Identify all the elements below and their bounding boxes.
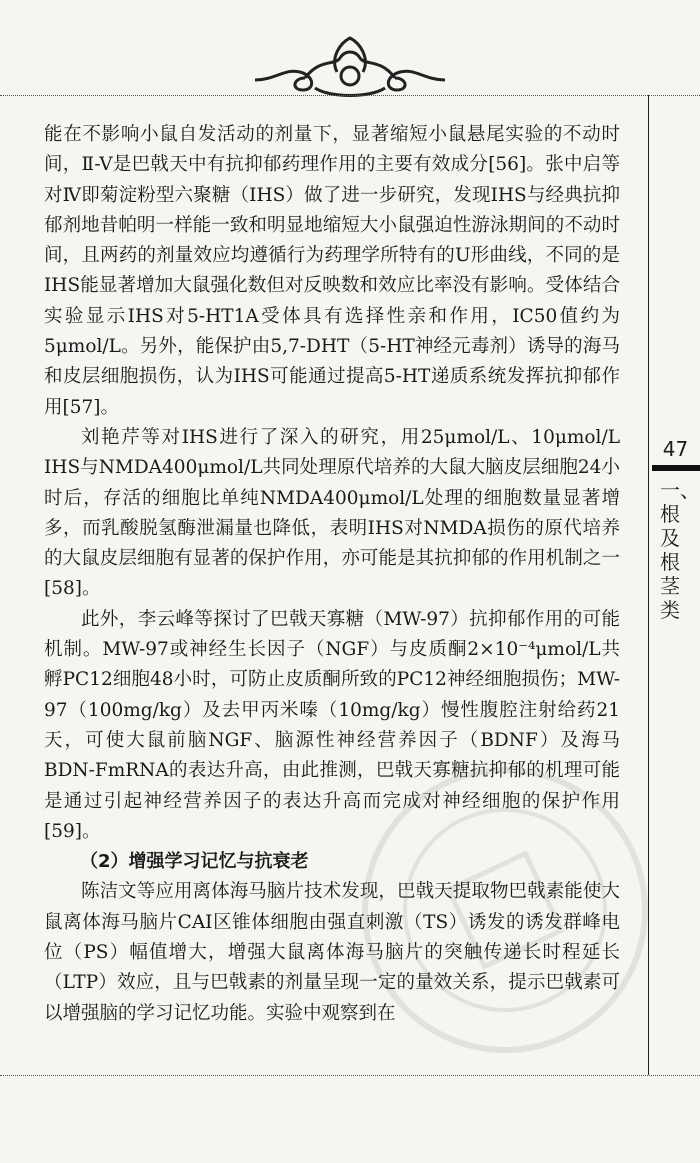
- paragraph-3: 此外，李云峰等探讨了巴戟天寡糖（MW-97）抗抑郁作用的可能机制。MW-97或神经生长因子（NGF）与皮质酮2×10⁻⁴μmol/L共孵PC12细胞48小时，可防止皮质酮所致的PC12神经细胞损伤；MW-97（100mg/kg）及去甲丙米嗪（10mg/kg）慢性腹腔注射给药21天，可使大鼠前脑NGF、脑源性神经营养因子（BDNF）及海马BDN-FmRNA的表达升高，由此推测，巴戟天寡糖抗抑郁的机理可能是通过引起神经营养因子的表达升高而完成对神经细胞的保护作用[59]。: [44, 608, 620, 842]
- decorative-scroll-ornament-icon: [245, 28, 455, 98]
- paragraph-4: 陈洁文等应用离体海马脑片技术发现，巴戟天提取物巴戟素能使大鼠离体海马脑片CAI区锥体细胞由强直刺激（TS）诱发的诱发群峰电位（PS）幅值增大，增强大鼠离体海马脑片的突触传递长时程延长（LTP）效应，且与巴戟素的剂量呈现一定的量效关系，提示巴戟素可以增强脑的学习记忆功能。实验中观察到在: [44, 881, 620, 1024]
- header-divider: [0, 95, 700, 96]
- section-heading: （2）增强学习记忆与抗衰老: [80, 851, 309, 873]
- page-number: 47: [662, 437, 689, 461]
- chapter-tab-marker: [652, 465, 700, 471]
- paragraph-1: 能在不影响小鼠自发活动的剂量下，显著缩短小鼠悬尾实验的不动时间，Ⅱ-V是巴戟天中有抗抑郁药理作用的主要有效成分[56]。张中启等对Ⅳ即菊淀粉型六聚糖（IHS）做了进一步研究，发现IHS与经典抗抑郁剂地昔帕明一样能一致和明显地缩短大小鼠强迫性游泳期间的不动时间，且两药的剂量效应均遵循行为药理学所特有的U形曲线，不同的是IHS能显著增加大鼠强化数但对反映数和效应比率没有影响。受体结合实验显示IHS对5-HT1A受体具有选择性亲和作用，IC50值约为5μmol/L。另外，能保护由5,7-DHT（5-HT神经元毒剂）诱导的海马和皮层细胞损伤，认为IHS可能通过提高5-HT递质系统发挥抗抑郁作用[57]。: [44, 124, 620, 418]
- chapter-label: 一、根及根茎类: [660, 478, 700, 622]
- paragraph-2: 刘艳芹等对IHS进行了深入的研究，用25μmol/L、10μmol/L IHS与NMDA400μmol/L共同处理原代培养的大鼠大脑皮层细胞24小时后，存活的细胞比单纯NMDA400μmol/L处理的细胞数量显著增多，而乳酸脱氢酶泄漏量也降低，表明IHS对NMDA损伤的原代培养的大鼠皮层细胞有显著的保护作用，亦可能是其抗抑郁的作用机制之一[58]。: [44, 426, 620, 600]
